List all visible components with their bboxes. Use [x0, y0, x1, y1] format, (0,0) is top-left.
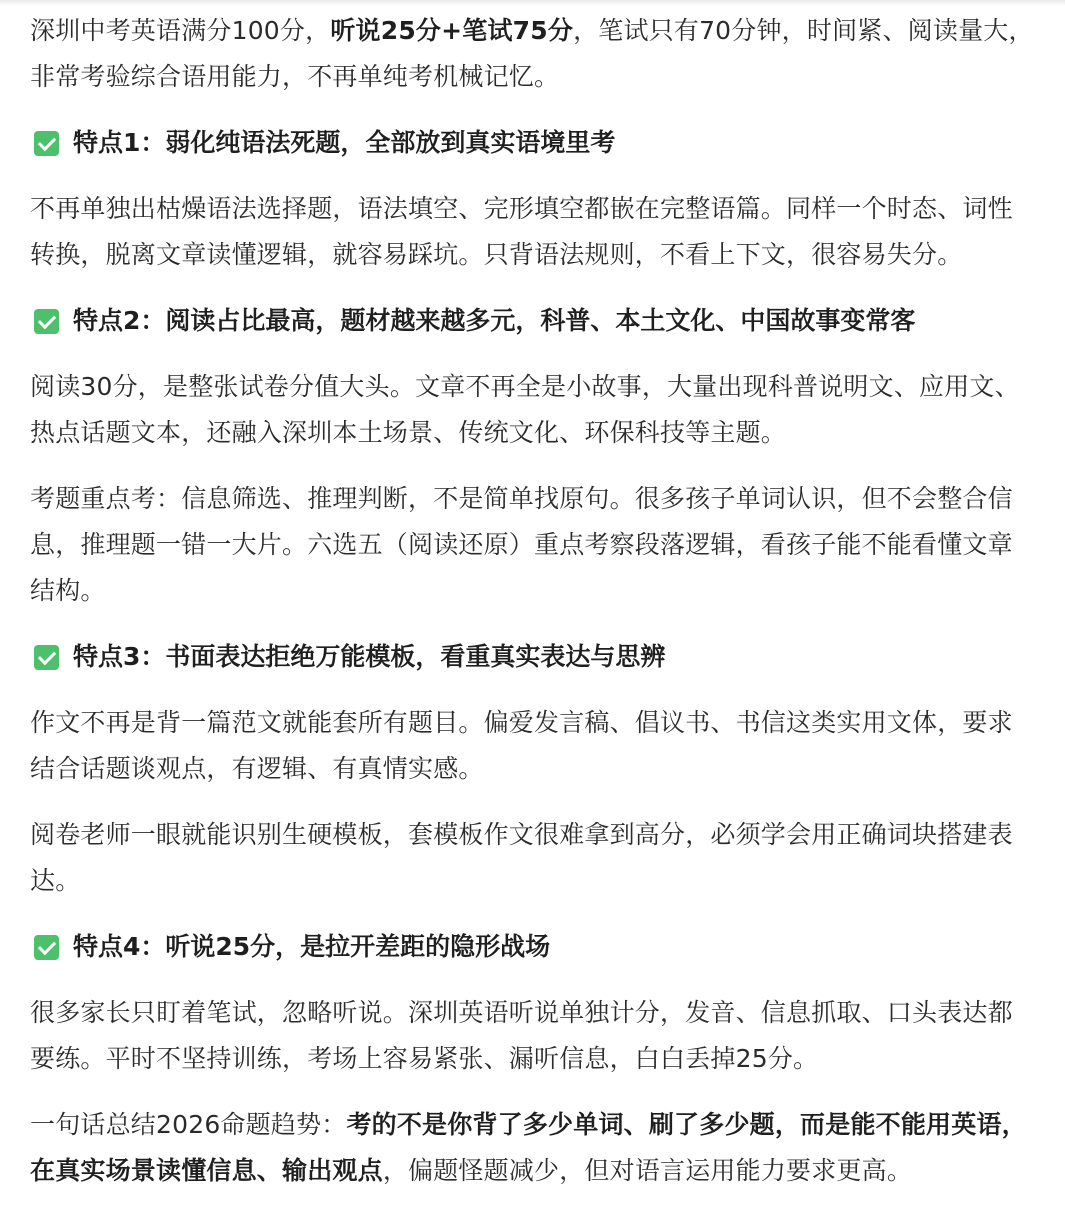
feature-2-paragraph-2: 考题重点考：信息筛选、推理判断，不是简单找原句。很多孩子单词认识，但不会整合信息，推理题一错一大片。六选五（阅读还原）重点考察段落逻辑，看孩子能不能看懂文章结构。	[30, 484, 1013, 605]
intro-bold-text: 听说25分+笔试75分	[330, 16, 574, 45]
feature-4-title: 特点4：听说25分，是拉开差距的隐形战场	[73, 932, 551, 961]
intro-text-1: 深圳中考英语满分100分，	[30, 16, 331, 45]
check-icon	[34, 935, 59, 960]
check-icon	[34, 131, 59, 156]
feature-3-paragraph-1: 作文不再是背一篇范文就能套所有题目。偏爱发言稿、倡议书、书信这类实用文体，要求结合话题谈观点，有逻辑、有真情实感。	[30, 708, 1013, 783]
intro-paragraph	[30, 8, 1035, 100]
feature-2-title: 特点2：阅读占比最高，题材越来越多元，科普、本土文化、中国故事变常客	[73, 306, 916, 335]
feature-1-title: 特点1：弱化纯语法死题，全部放到真实语境里考	[73, 128, 616, 157]
top-shadow	[0, 0, 1065, 6]
summary-paragraph	[30, 1102, 1035, 1194]
check-icon	[34, 645, 59, 670]
feature-2-paragraph-1: 阅读30分，是整张试卷分值大头。文章不再全是小故事，大量出现科普说明文、应用文、热点话题文本，还融入深圳本土场景、传统文化、环保科技等主题。	[30, 372, 1020, 447]
summary-bold-text: 考的不是你背了多少单词、刷了多少题，而是能不能用英语，在真实场景读懂信息、输出观点	[30, 1110, 1027, 1185]
summary-text-1: 一句话总结2026命题趋势：	[30, 1110, 347, 1139]
feature-2-heading	[30, 298, 1035, 344]
check-icon	[34, 309, 59, 334]
feature-3-paragraph-2: 阅卷老师一眼就能识别生硬模板，套模板作文很难拿到高分，必须学会用正确词块搭建表达。	[30, 820, 1013, 895]
feature-1-heading	[30, 120, 1035, 166]
feature-3-title: 特点3：书面表达拒绝万能模板，看重真实表达与思辨	[73, 642, 666, 671]
feature-4-paragraph-1: 很多家长只盯着笔试，忽略听说。深圳英语听说单独计分，发音、信息抓取、口头表达都要练。平时不坚持训练，考场上容易紧张、漏听信息，白白丢掉25分。	[30, 998, 1013, 1073]
summary-text-2: ，偏题怪题减少，但对语言运用能力要求更高。	[382, 1156, 913, 1185]
feature-4-heading	[30, 924, 1035, 970]
feature-1-paragraph-1: 不再单独出枯燥语法选择题，语法填空、完形填空都嵌在完整语篇。同样一个时态、词性转换，脱离文章读懂逻辑，就容易踩坑。只背语法规则，不看上下文，很容易失分。	[30, 194, 1013, 269]
intro-text-2: ，笔试只有70分钟，时间紧、阅读量大，非常考验综合语用能力，不再单纯考机械记忆。	[30, 16, 1034, 91]
feature-3-heading	[30, 634, 1035, 680]
article-body	[30, 8, 1035, 1214]
